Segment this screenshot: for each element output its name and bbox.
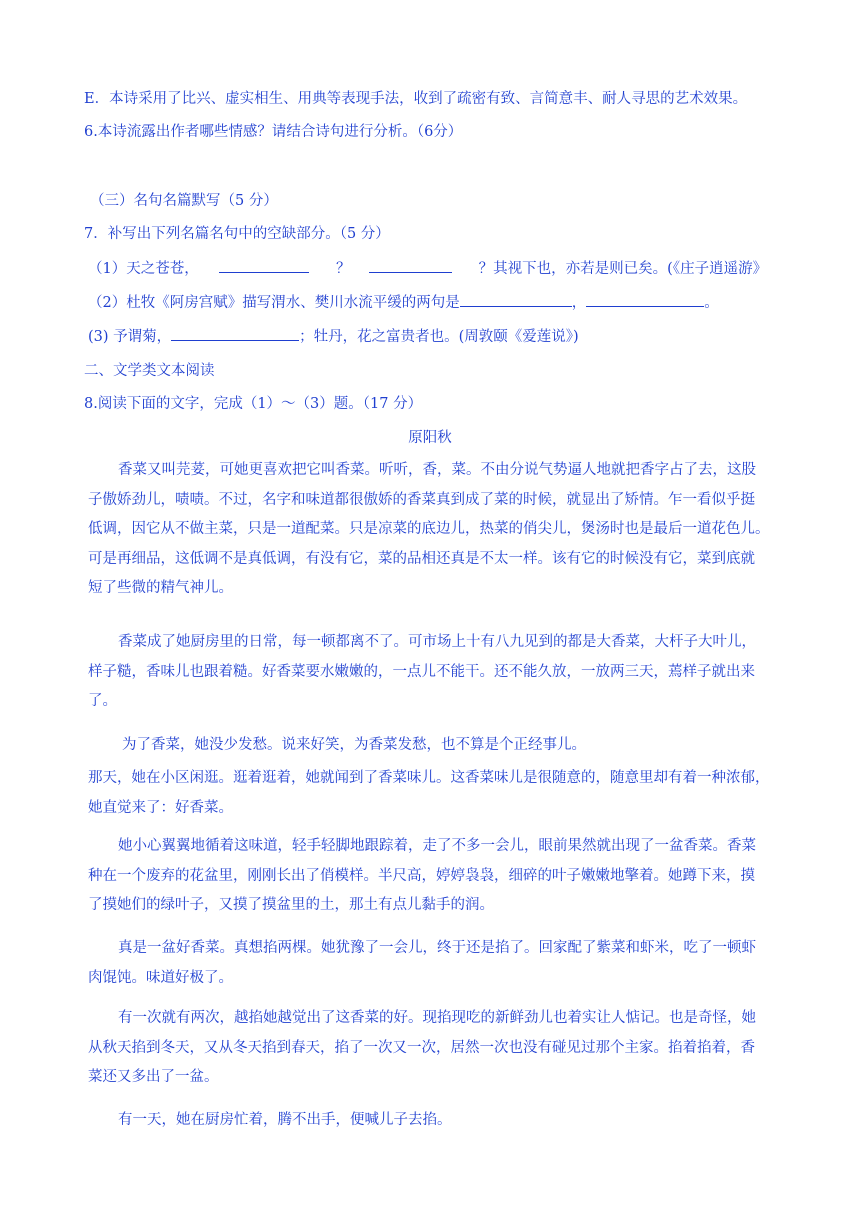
answer-blank[interactable]	[460, 292, 572, 307]
passage-paragraph-1	[88, 460, 788, 608]
item-2-comma: ，	[571, 295, 587, 311]
item-3-suffix: ；牡丹，花之富贵者也。(周敦颐《爱莲说》)	[299, 329, 579, 345]
part-2-heading: 二、文学类文本阅读	[84, 363, 215, 379]
text-line: 肉馄饨。味道好极了。	[88, 969, 233, 986]
text-line: 菜还又多出了一盆。	[88, 1069, 219, 1085]
text-line: 样子糙，香味儿也跟着糙。好香菜要水嫩嫩的，一点儿不能干。还不能久放，一放两三天，蔫样子就出来	[88, 663, 755, 680]
text-line: 种在一个废弃的花盆里，刚刚长出了俏模样。半尺高，婷婷袅袅，细碎的叶子嫩嫩地擎着。她蹲下来，摸	[88, 867, 755, 884]
passage-paragraph-8	[88, 1110, 788, 1140]
passage-paragraph-6	[88, 938, 788, 997]
answer-blank[interactable]	[369, 258, 452, 273]
item-1-suffix: ？其视下也，亦若是则已矣。(《庄子逍遥游》	[478, 261, 768, 277]
text-line: 子傲娇劲儿，啧啧。不过，名字和味道都很傲娇的香菜真到成了菜的时候，就显出了矫情。乍一看似乎挺	[88, 491, 755, 508]
answer-blank[interactable]	[171, 326, 299, 341]
question-7-item-3	[88, 326, 788, 347]
item-3-prefix: (3) 予谓菊，	[88, 329, 172, 345]
text-line: 她小心翼翼地循着这味道，轻手轻脚地跟踪着，走了不多一会儿，眼前果然就出现了一盆香菜。香菜	[118, 838, 756, 854]
text-line: 有一次就有两次，越掐她越觉出了这香菜的好。现掐现吃的新鲜劲儿也着实让人惦记。也是奇怪，她	[118, 1010, 756, 1026]
passage-paragraph-7	[88, 1008, 788, 1097]
question-7-item-2	[88, 292, 788, 313]
item-2-suffix: 。	[704, 295, 719, 311]
question-6: 6.本诗流露出作者哪些情感？请结合诗句进行分析。（6分）	[84, 124, 463, 140]
text-line: 香菜成了她厨房里的日常，每一顿都离不了。可市场上十有八九见到的都是大香菜，大杆子大叶儿，	[118, 634, 756, 650]
passage-paragraph-5	[88, 836, 788, 925]
text-line: 从秋天掐到冬天，又从冬天掐到春天，掐了一次又一次，居然一次也没有碰见过那个主家。掐着掐着，香	[88, 1039, 755, 1056]
item-1-prefix: （1）天之苍苍，	[88, 261, 199, 277]
text-line: 为了香菜，她没少发愁。说来好笑，为香菜发愁，也不算是个正经事儿。	[122, 737, 586, 753]
item-2-prefix: （2）杜牧《阿房宫赋》描写渭水、樊川水流平缓的两句是	[88, 295, 460, 311]
passage-author: 原阳秋	[408, 430, 452, 446]
question-8: 8.阅读下面的文字，完成（1）～（3）题。（17 分）	[84, 396, 423, 412]
answer-blank[interactable]	[586, 292, 704, 307]
item-1-mid: ？	[335, 261, 351, 277]
passage-paragraph-4	[88, 768, 788, 827]
text-line: 她直觉来了：好香菜。	[88, 799, 233, 816]
text-line: 短了些微的精气神儿。	[88, 580, 233, 596]
question-7-item-1	[88, 258, 788, 279]
answer-blank[interactable]	[219, 258, 309, 273]
text-line: 那天，她在小区闲逛。逛着逛着，她就闻到了香菜味儿。这香菜味儿是很随意的，随意里却有着一种浓郁，	[88, 770, 770, 786]
passage-paragraph-2	[88, 632, 788, 721]
text-line: 了摸她们的绿叶子，又摸了摸盆里的土，那土有点儿黏手的润。	[88, 897, 494, 913]
text-line: 了。	[88, 693, 117, 709]
text-line: 可是再细品，这低调不是真低调，有没有它，菜的品相还真是不太一样。该有它的时候没有它，菜到底就	[88, 550, 755, 567]
text-line: 真是一盆好香菜。真想掐两棵。她犹豫了一会儿，终于还是掐了。回家配了紫菜和虾米，吃了一顿虾	[118, 940, 756, 956]
passage-paragraph-3	[88, 735, 788, 765]
question-5-option-e: E．本诗采用了比兴、虚实相生、用典等表现手法，收到了疏密有致、言简意丰、耐人寻思的艺术效果。	[84, 91, 748, 107]
text-line: 低调，因它从不做主菜，只是一道配菜。只是凉菜的底边儿，热菜的俏尖儿，煲汤时也是最后一道花色儿。	[88, 521, 770, 537]
text-line: 香菜又叫芫荽，可她更喜欢把它叫香菜。听听，香，菜。不由分说气势逼人地就把香字占了去，这股	[118, 462, 756, 478]
question-7: 7．补写出下列名篇名句中的空缺部分。（5 分）	[84, 226, 390, 242]
section-3-heading: （三）名句名篇默写（5 分）	[90, 193, 278, 209]
text-line: 有一天，她在厨房忙着，腾不出手，便喊儿子去掐。	[118, 1112, 452, 1128]
